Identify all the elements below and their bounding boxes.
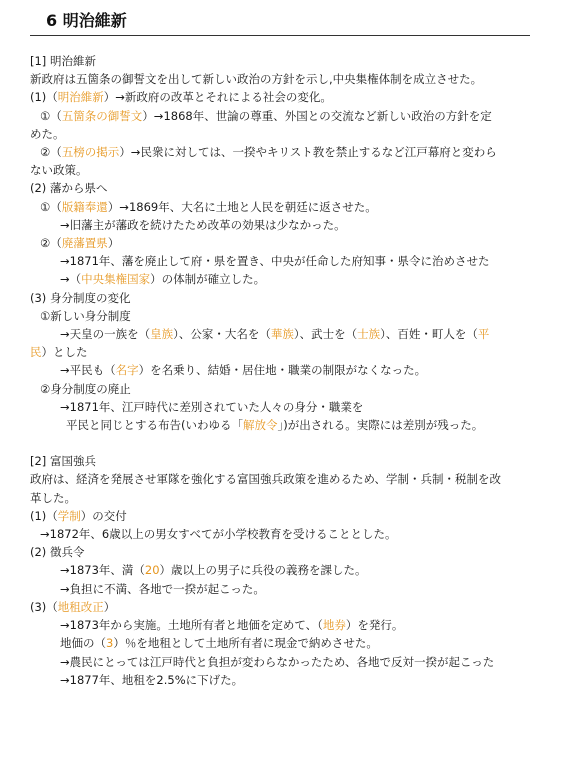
item-3: (3) 身分制度の変化 [30, 290, 131, 305]
item-3-1-classes-cont [30, 343, 550, 361]
text: ） [107, 236, 120, 251]
answer: 明治維新 [57, 90, 104, 105]
text: ）→1868年、世論の尊重、外国との交流など新しい政治の方針を定 [142, 108, 492, 123]
answer: 華族 [270, 327, 294, 342]
text: ②（ [40, 236, 62, 251]
item-1-2 [30, 143, 550, 161]
section-heading-meiji: [1] 明治維新 [30, 54, 96, 68]
text: ） [103, 599, 116, 614]
item-2-1 [30, 198, 550, 216]
text: →1873年、満（ [60, 563, 145, 578]
text: (1)（ [30, 90, 58, 105]
section-intro-2-cont: 革した。 [30, 490, 76, 505]
section-heading-fukoku: [2] 富国強兵 [30, 454, 96, 469]
answer: 皇族 [150, 327, 174, 342]
section-intro-2: 政府は、経済を発展させ軍隊を強化する富国強兵政策を進めるため、学制・兵制・税制を改 [30, 472, 502, 487]
item-2-2-result [30, 270, 550, 288]
item-2-2-note: →1871年、藩を廃止して府・県を置き、中央が任命した府知事・県令に治めさせた [60, 254, 490, 269]
item-2-1-note: →旧藩主が藩政を続けたため改革の効果は少なかった。 [60, 217, 346, 232]
answer: 民 [30, 345, 42, 360]
text: ①（ [40, 108, 62, 123]
text: ）％を地租として土地所有者に現金で納めさせた。 [113, 636, 378, 651]
document-body [30, 52, 550, 689]
item-1-1-cont: めた。 [30, 126, 65, 141]
answer: 名字 [115, 363, 139, 378]
section-gap [30, 434, 550, 452]
item-2-2 [30, 234, 550, 252]
text: 」)が出される。実際には差別が残った。 [277, 418, 484, 433]
item-chiso-note [30, 616, 550, 634]
item-2: (2) 藩から県へ [30, 181, 108, 196]
text: 平民と同じとする布告(いわゆる「 [66, 418, 243, 433]
item-1-1 [30, 107, 550, 125]
answer: 解放令 [243, 418, 278, 433]
item-chiso-result: →農民にとっては江戸時代と負担が変わらなかったため、各地で反対一揆が起こった [60, 654, 495, 669]
text: ）、公家・大名を（ [173, 327, 271, 342]
item-1-2-cont: ない政策。 [30, 163, 88, 178]
text: ①（ [40, 199, 62, 214]
text: ）→新政府の改革とそれによる社会の変化。 [103, 90, 332, 105]
text: ）歳以上の男子に兵役の義務を課した。 [159, 563, 367, 578]
answer: 五榜の掲示 [61, 145, 120, 160]
answer: 学制 [57, 508, 81, 523]
item-3-1-classes [30, 325, 550, 343]
text: 地価の（ [60, 636, 106, 651]
answer: 廃藩置県 [61, 236, 108, 251]
item-gakusei-note: →1872年、6歳以上の男女すべてが小学校教育を受けることとした。 [40, 527, 397, 542]
item-chiso-rate [30, 634, 550, 652]
text: ）の体制が確立した。 [150, 272, 266, 287]
item-3-1: ①新しい身分制度 [40, 308, 131, 323]
item-3-2-decree [30, 416, 550, 434]
text: →（ [60, 272, 82, 287]
text: ）とした [41, 345, 88, 360]
answer: 士族 [357, 327, 381, 342]
answer: 中央集権国家 [81, 272, 151, 287]
section-intro: 新政府は五箇条の御誓文を出して新しい政治の方針を示し,中央集権体制を成立させた。 [30, 72, 483, 87]
text: (1)（ [30, 508, 58, 523]
answer: 五箇条の御誓文 [61, 108, 143, 123]
answer: 平 [477, 327, 490, 342]
text: (3)（ [30, 599, 58, 614]
item-choheirei-note [30, 561, 550, 579]
item-choheirei-result: →負担に不満、各地で一揆が起こった。 [60, 581, 265, 596]
item-1 [30, 88, 550, 106]
text: ）、武士を（ [293, 327, 358, 342]
item-3-1-surname [30, 361, 550, 379]
item-chiso-reduction: →1877年、地租を2.5%に下げた。 [60, 672, 244, 687]
text: ）の交付 [80, 508, 127, 523]
answer: 地租改正 [57, 599, 104, 614]
text: →1873年から実施。土地所有者と地価を定めて、（ [60, 618, 323, 633]
answer: 20 [144, 563, 160, 578]
page-title: 6 明治維新 [46, 11, 127, 30]
answer: 版籍奉還 [61, 199, 108, 214]
text: ②（ [40, 145, 62, 160]
text: ）→民衆に対しては、一揆やキリスト教を禁止するなど江戸幕府と変わら [119, 145, 497, 160]
item-choheirei: (2) 徴兵令 [30, 545, 85, 560]
item-3-2: ②身分制度の廃止 [40, 381, 131, 396]
title-divider [30, 35, 530, 36]
answer: 地券 [322, 618, 346, 633]
answer: 3 [106, 636, 114, 651]
text: ）を発行。 [345, 618, 404, 633]
text: ）→1869年、大名に土地と人民を朝廷に返させた。 [107, 199, 377, 214]
text: ）、百姓・町人を（ [380, 327, 478, 342]
item-gakusei [30, 507, 550, 525]
item-3-2-note: →1871年、江戸時代に差別されていた人々の身分・職業を [60, 399, 364, 414]
text: ）を名乗り、結婚・居住地・職業の制限がなくなった。 [138, 363, 427, 378]
text: →天皇の一族を（ [60, 327, 151, 342]
item-chiso [30, 598, 550, 616]
text: →平民も（ [60, 363, 116, 378]
